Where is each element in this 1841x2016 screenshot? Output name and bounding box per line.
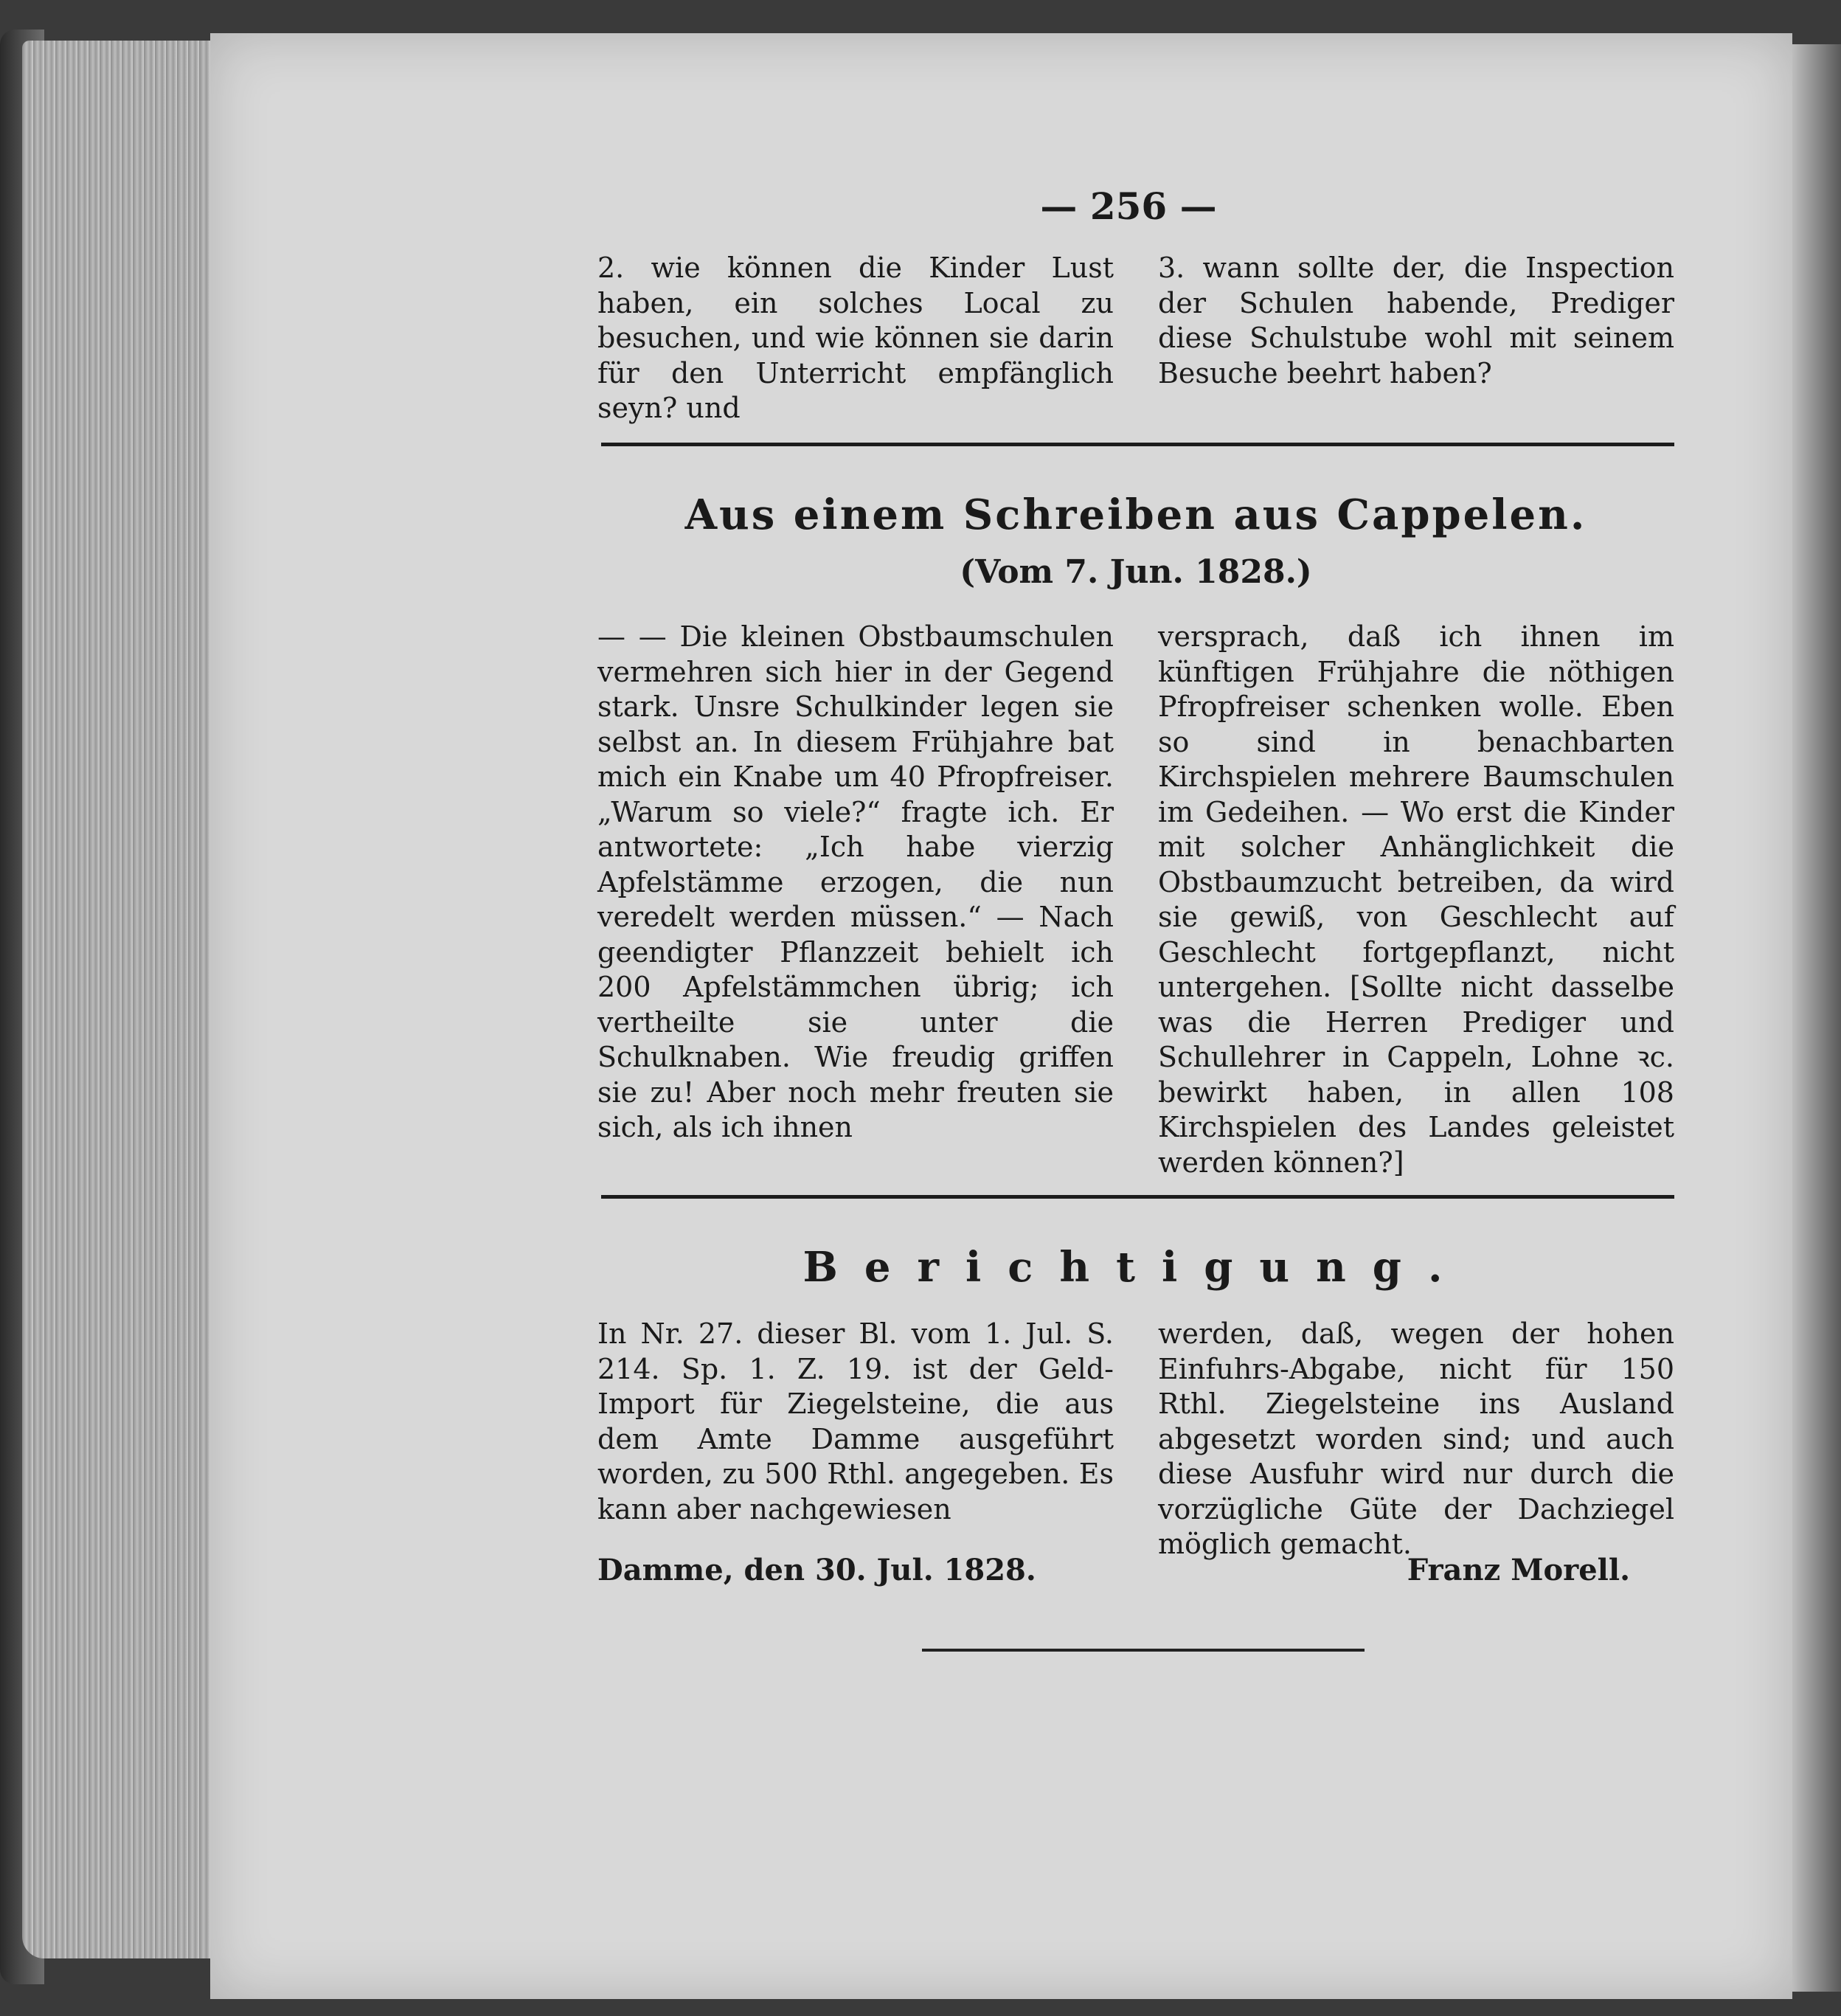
section-divider [601, 443, 1674, 446]
section-divider [601, 1195, 1674, 1199]
place-date: Damme, den 30. Jul. 1828. [597, 1553, 1036, 1587]
article-date: (Vom 7. Jun. 1828.) [960, 553, 1312, 591]
article-column-left: — — Die kleinen Obstbaumschulen vermehren sich hier in der Gegend stark. Unsre Schulkinder legen sie selbst an. In diesem Frühjahre bat mich ein Knabe um 40 Pfropfreiser. „Warum so viele?“ fragte ich. Er antwortete: „Ich habe vierzig Apfelstämme erzogen, die nun veredelt werden müssen.“ — Nach geendigter Pflanzzeit behielt ich 200 Apfelstämmchen übrig; ich vertheilte sie unter die Schulknaben. Wie freudig griffen sie zu! Aber noch mehr freuten sie sich, als ich ihnen [597, 620, 1114, 1143]
article-title: Aus einem Schreiben aus Cappelen. [684, 491, 1587, 539]
article-column-right: versprach, daß ich ihnen im künftigen Frühjahre die nöthigen Pfropfreiser schenken wolle. Eben so sind in benachbarten Kirchspielen mehrere Baumschulen im Gedeihen. — Wo erst die Kinder mit solcher Anhänglichkeit die Obstbaumzucht betreiben, da wird sie gewiß, von Geschlecht auf Geschlecht fortgepflanzt, nicht untergehen. [Sollte nicht dasselbe was die Herren Prediger und Schullehrer in Cappeln, Lohne ꝛc. bewirkt haben, in allen 108 Kirchspielen des Landes geleistet werden können?] [1158, 620, 1674, 1179]
correction-signature-row [597, 1553, 1674, 1587]
signature: Franz Morell. [1407, 1553, 1630, 1587]
question-left: 2. wie können die Kinder Lust haben, ein solches Local zu besuchen, und wie können sie darin für den Unterricht empfänglich seyn? und [597, 252, 1114, 424]
correction-title: Berichtigung. [802, 1243, 1469, 1292]
correction-body [597, 1317, 1674, 1562]
question-right: 3. wann sollte der, die Inspection der Schulen habende, Prediger diese Schulstube wohl mit seinem Besuche beehrt haben? [1158, 252, 1674, 389]
correction-column-left: In Nr. 27. dieser Bl. vom 1. Jul. S. 214. Sp. 1. Z. 19. ist der Geld-Import für Ziegelsteine, die aus dem Amte Damme ausgeführt worden, zu 500 Rthl. angegeben. Es kann aber nachgewiesen [597, 1317, 1114, 1525]
page-edges [22, 41, 210, 1958]
closing-rule [922, 1649, 1365, 1652]
page-number: — 256 — [1040, 184, 1217, 228]
questions-block [597, 251, 1674, 426]
article-body [597, 620, 1674, 1180]
facing-page-edge [1792, 44, 1841, 1992]
correction-column-right: werden, daß, wegen der hohen Einfuhrs-Abgabe, nicht für 150 Rthl. Ziegelsteine ins Ausland abgesetzt worden sind; und auch diese Ausfuhr wird nur durch die vorzügliche Güte der Dachziegel möglich gemacht. [1158, 1317, 1674, 1560]
